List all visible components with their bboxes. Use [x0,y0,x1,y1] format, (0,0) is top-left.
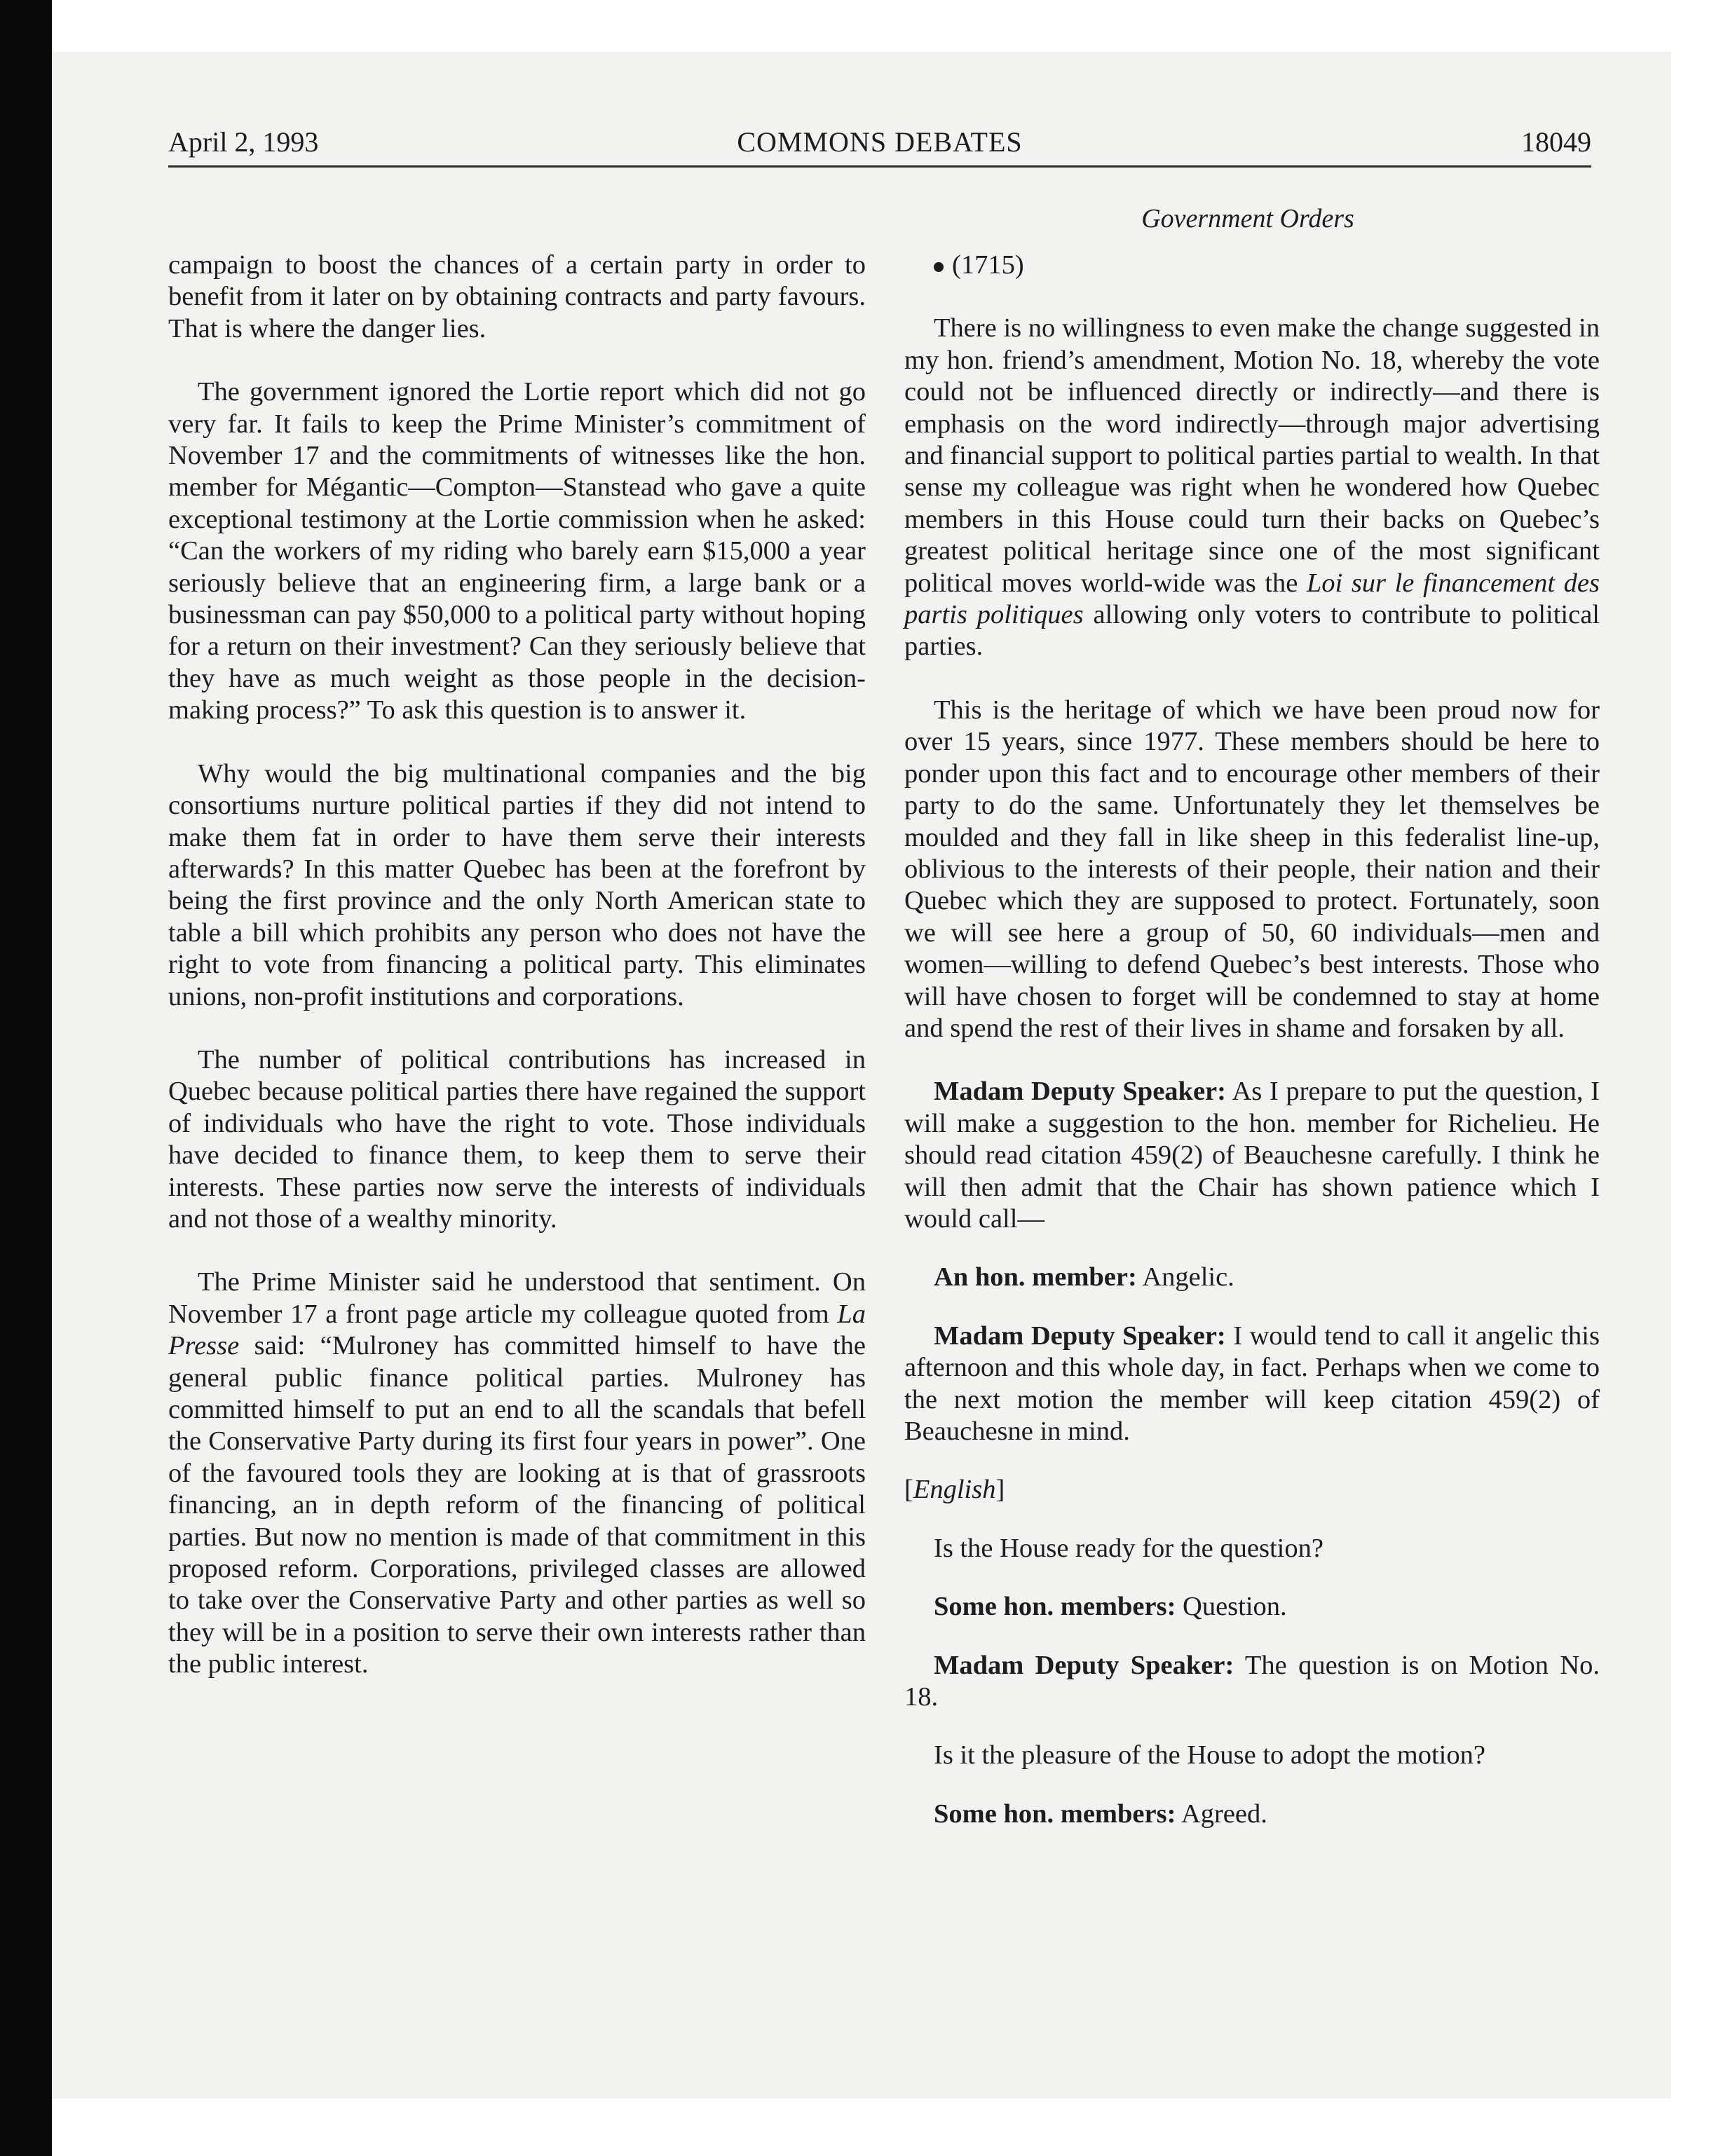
paragraph: The Prime Minister said he understood that sentiment. On November 17 a front page article my colleague quoted from La Presse said: “Mulroney has committed himself to have the general public finance political parties. Mulroney has committed himself to put an end to all the scandals that befell the Conservative Party during its first four years in power”. One of the favoured tools they are looking at is that of grassroots financing, an in depth reform of the financing of political parties. But now no mention is made of that commitment in this proposed reform. Corporations, privileged classes are allowed to take over the Conservative Party and other parties as well so they will be in a position to serve their own interests rather than the public interest. [168,1267,866,1679]
page-number: 18049 [1521,126,1591,158]
language-marker: [English] [904,1475,1005,1505]
speaker-paragraph: An hon. member: Angelic. [934,1262,1234,1292]
speaker-paragraph: Some hon. members: Question. [934,1592,1287,1622]
bullet-icon [934,262,944,272]
speaker-name: Some hon. members: [934,1592,1176,1622]
time-marker: (1715) [904,250,1600,281]
paragraph: Is the House ready for the question? [934,1533,1324,1563]
right-column [904,250,1600,1857]
paragraph: This is the heritage of which we have been proud now for over 15 years, since 1977. These members should be here to ponder upon this fact and to encourage other members of their party to do the same. Unfortunately they let themselves be moulded and they fall in like sheep in this federalist line-up, oblivious to the interests of their people, their nation and their Quebec which they are supposed to protect. Fortunately, soon we will see here a group of 50, 60 individuals—men and women—willing to defend Quebec’s best interests. Those who will have chosen to forget will be condemned to stay at home and spend the rest of their lives in shame and forsaken by all. [904,695,1600,1043]
speaker-name: Some hon. members: [934,1799,1176,1829]
speaker-name: Madam Deputy Speaker: [934,1077,1226,1107]
paragraph: Why would the big multinational companies and the big consortiums nurture political parties if they did not intend to make them fat in order to have them serve their interests afterwards? In this matter Quebec has been at the forefront by being the first province and the only North American state to table a bill which prohibits any person who does not have the right to vote from financing a political party. This eliminates unions, non-profit institutions and corporations. [168,758,866,1011]
publication-title: La Presse [168,1299,866,1361]
section-heading: Government Orders [1141,204,1354,233]
scan-edge-bar [0,0,52,2156]
law-title: Loi sur le financement des partis politiques [904,568,1600,630]
running-header [168,126,1591,168]
speaker-paragraph: Madam Deputy Speaker: The question is on Motion No. 18. [904,1650,1600,1712]
speaker-name: Madam Deputy Speaker: [934,1321,1226,1351]
paragraph: campaign to boost the chances of a certain party in order to benefit from it later on by obtaining contracts and party favours. That is where the danger lies. [168,250,866,343]
speaker-paragraph: Some hon. members: Agreed. [934,1799,1267,1829]
speaker-paragraph: Madam Deputy Speaker: I would tend to call it angelic this afternoon and this whole day, in fact. Perhaps when we come to the next motion the member will keep citation 459(2) of Beauchesne in mind. [904,1321,1600,1446]
paragraph: Is it the pleasure of the House to adopt the motion? [934,1740,1485,1770]
left-column [168,250,866,1712]
speaker-name: Madam Deputy Speaker: [934,1650,1234,1680]
speaker-name: An hon. member: [934,1262,1137,1292]
paragraph: The number of political contributions has increased in Quebec because political parties there have regained the support of individuals who have the right to vote. Those individuals have decided to finance them, to keep them to serve their interests. These parties now serve the interests of individuals and not those of a wealthy minority. [168,1044,866,1234]
header-date: April 2, 1993 [168,126,319,158]
paragraph: The government ignored the Lortie report which did not go very far. It fails to keep the Prime Minister’s commitment of November 17 and the commitments of witnesses like the hon. member for Mégantic—Compton—Stanstead who gave a quite exceptional testimony at the Lortie commission when he asked: “Can the workers of my riding who barely earn $15,000 a year seriously believe that an engineering firm, a large bank or a businessman can pay $50,000 to a political party without hoping for a return on their investment? Can they seriously believe that they have as much weight as those people in the decision-making process?” To ask this question is to answer it. [168,377,866,725]
paragraph: There is no willingness to even make the change suggested in my hon. friend’s amendment, Motion No. 18, whereby the vote could not be influenced directly or indirectly—and there is emphasis on the word indirectly—through major advertising and financial support to political parties partial to wealth. In that sense my colleague was right when he wondered how Quebec members in this House could turn their backs on Quebec’s greatest political heritage since one of the most significant political moves world-wide was the Loi sur le financement des partis politiques allowing only voters to contribute to political parties. [904,313,1600,662]
speaker-paragraph: Madam Deputy Speaker: As I prepare to put the question, I will make a suggestion to the hon. member for Richelieu. He should read citation 459(2) of Beauchesne carefully. I think he will then admit that the Chair has shown patience which I would call— [904,1077,1600,1234]
header-title: COMMONS DEBATES [737,126,1023,158]
